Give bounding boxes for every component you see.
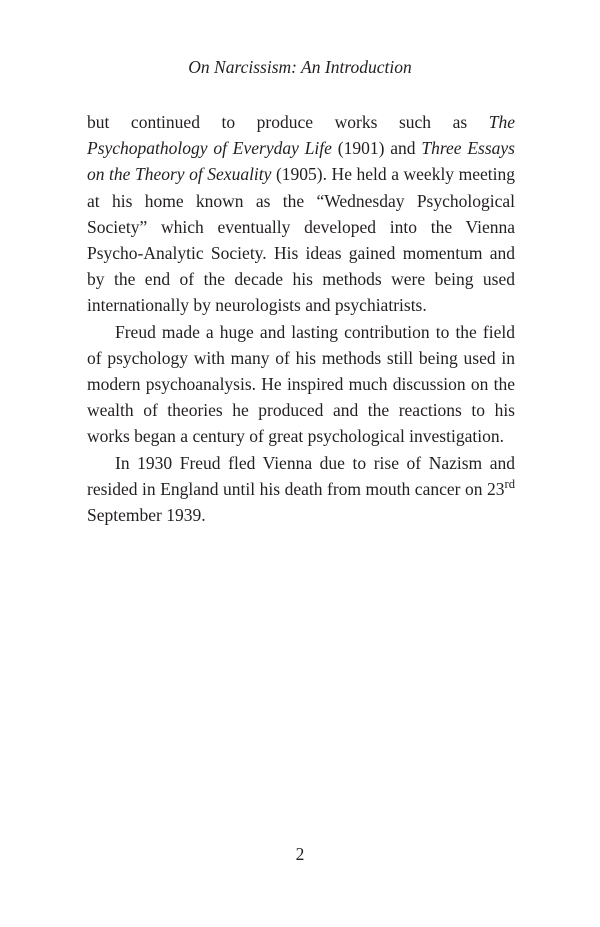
running-header: On Narcissism: An Introduction [188, 57, 412, 77]
book-title-three-essays: Three Essays on the Theory of Sexuality [87, 138, 515, 185]
p3-date-ordinal: rd [504, 476, 515, 491]
p3-text-2: September 1939. [87, 505, 206, 526]
book-title-psychopathology: The Psychopathology of Everyday Life [87, 112, 515, 159]
paragraph-1 [87, 109, 515, 319]
p1-text-2: (1901) and [331, 138, 422, 159]
p1-text-1: but continued to produce works such as [87, 112, 489, 132]
paragraph-3 [87, 450, 515, 529]
page-number: 2 [295, 844, 305, 864]
p1-text-3: (1905). He held a weekly meeting at his home known as the “Wednesday Psychological Society” which eventually developed into the Vienna Psycho-Analytic Society. His ideas gained momentum and by the end of the decade his methods were being used internationally by neurologists and psychiatrists. [87, 164, 515, 316]
paragraph-2 [87, 319, 515, 450]
p2-text: Freud made a huge and lasting contribution to the field of psychology with many of his methods still being used in modern psychoanalysis. He inspired much discussion on the wealth of theories he produced and the reactions to his works began a century of great psychological investigation. [87, 321, 515, 447]
p3-text-1: In 1930 Freud fled Vienna due to rise of Nazism and resided in England until his death from mouth cancer on [87, 452, 515, 499]
p3-date-day: 23 [487, 478, 505, 499]
body-text [87, 109, 515, 528]
